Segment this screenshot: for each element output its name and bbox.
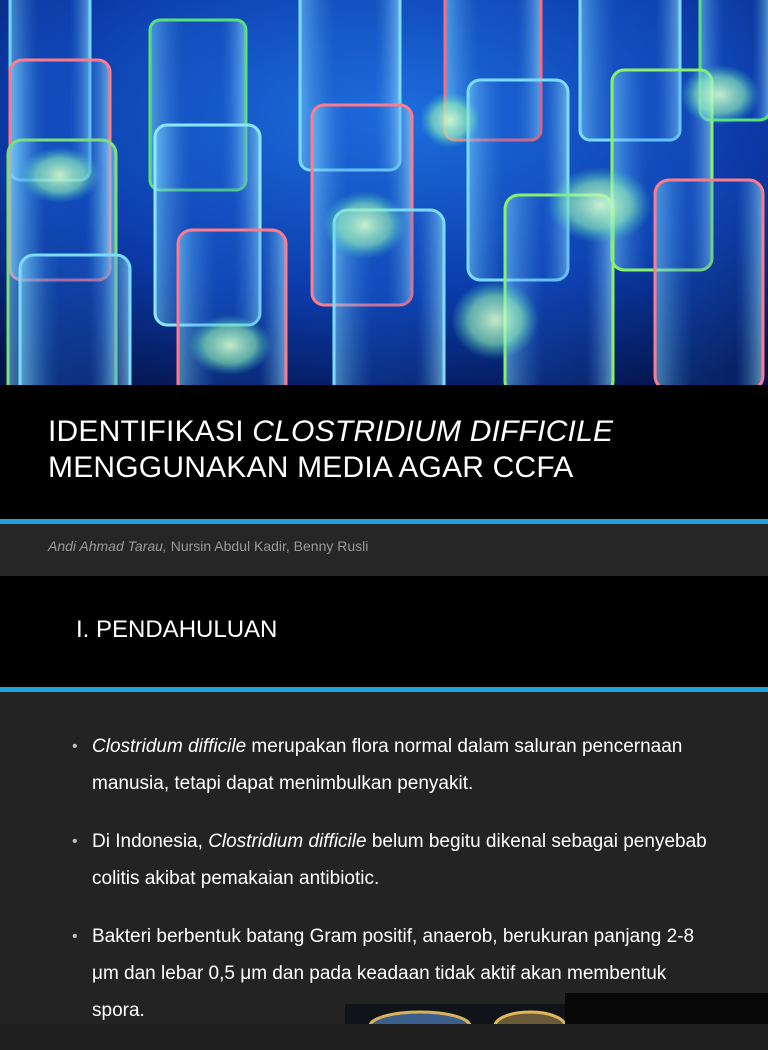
micrograph-image [345,1004,565,1024]
bullet-icon: • [72,833,78,850]
slide-title [48,414,613,486]
list-item: • Bakteri berbentuk batang Gram positif, anaerob, berukuran panjang 2-8 μm dan lebar 0,5 μm dan pada keadaan tidak aktif akan membentuk spora. [72,918,722,1029]
test-tubes-illustration [0,0,768,385]
bullet-icon: • [72,928,78,945]
cover-photo-test-tubes [0,0,768,385]
title-species-name: CLOSTRIDIUM DIFFICILE [252,415,614,448]
authors-line [48,538,368,554]
section-title: I. PENDAHULUAN [76,616,278,643]
bullet-icon: • [72,738,78,755]
list-item: • Clostridum difficile merupakan flora normal dalam saluran pencernaan manusia, tetapi dapat menimbulkan penyakit. [72,728,722,802]
list-item: • Di Indonesia, Clostridium difficile belum begitu dikenal sebagai penyebab colitis akibat pemakaian antibiotic. [72,823,722,897]
micrograph-image-dark [565,993,768,1024]
title-line-2: MENGGUNAKAN MEDIA AGAR CCFA [48,451,574,484]
co-authors: Nursin Abdul Kadir, Benny Rusli [166,538,369,554]
title-line-1: IDENTIFIKASI CLOSTRIDIUM DIFFICILE [48,415,614,448]
first-author: Andi Ahmad Tarau, [48,538,167,554]
